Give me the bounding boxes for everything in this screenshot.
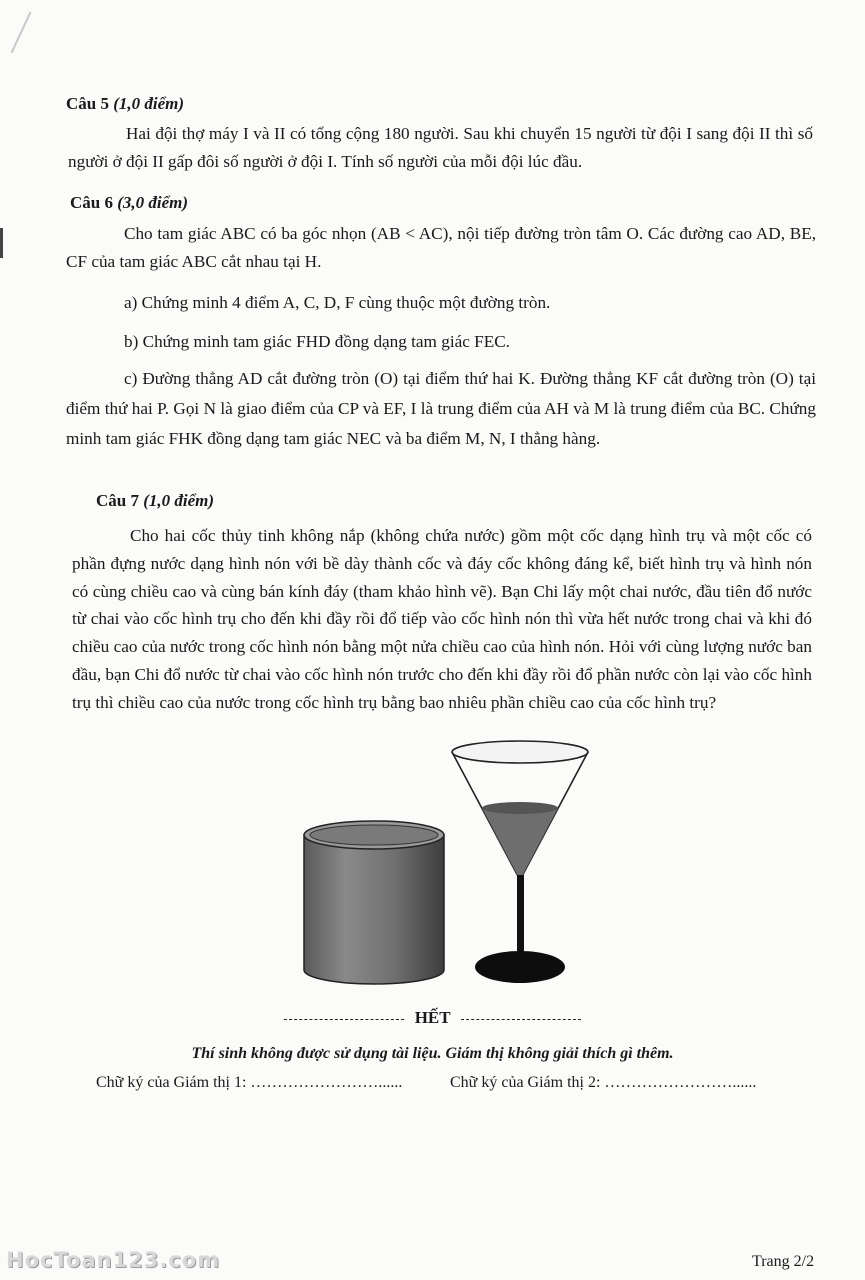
q7-points: (1,0 điểm) <box>143 491 215 510</box>
q7-label: Câu 7 <box>96 491 139 510</box>
q6-heading <box>70 193 188 213</box>
q5-text-block <box>68 120 813 176</box>
q5-label: Câu 5 <box>66 94 109 113</box>
end-marker <box>0 1008 865 1028</box>
glasses-figure <box>290 735 610 1000</box>
cylinder-glass <box>304 821 444 984</box>
q6-part-c-block <box>66 364 816 454</box>
q7-text: Cho hai cốc thủy tinh không nắp (không chứa nước) gồm một cốc dạng hình trụ và một cốc có phần đựng nước dạng hình nón với bề dày thành cốc và đáy cốc không đáng kể, biết hình trụ và hình nón có cùng chiều cao và cùng bán kính đáy (tham khảo hình vẽ). Bạn Chi lấy một chai nước, đầu tiên đổ nước từ chai vào cốc hình trụ cho đến khi đầy rồi đổ tiếp vào cốc hình nón thì vừa hết nước trong chai và khi đó chiều cao của nước trong cốc hình nón bằng một nửa chiều cao của hình nón. Hỏi với cùng lượng nước ban đầu, bạn Chi đổ nước từ chai vào cốc hình nón trước cho đến khi đầy rồi đổ phần nước còn lại vào cốc hình trụ thì chiều cao của nước trong cốc hình trụ bằng bao nhiêu phần chiều cao của cốc hình trụ? <box>72 526 812 712</box>
scan-corner-mark <box>11 12 32 54</box>
q6-part-c: c) Đường thẳng AD cắt đường tròn (O) tại điểm thứ hai K. Đường thẳng KF cắt đường tròn (O) tại điểm thứ hai P. Gọi N là giao điểm của CP và EF, I là trung điểm của AH và M là trung điểm của BC. Chứng minh tam giác FHK đồng dạng tam giác NEC và ba điểm M, N, I thẳng hàng. <box>66 369 816 448</box>
end-label: HẾT <box>414 1008 451 1027</box>
scan-edge-mark <box>0 228 3 258</box>
q6-part-b: b) Chứng minh tam giác FHD đồng dạng tam giác FEC. <box>124 332 510 351</box>
q5-points: (1,0 điểm) <box>113 94 185 113</box>
q6-points: (3,0 điểm) <box>117 193 189 212</box>
end-dash-left <box>284 1019 404 1020</box>
cone-glass <box>452 741 588 983</box>
signature-line-1: Chữ ký của Giám thị 1: ……………………...... <box>96 1074 403 1091</box>
q5-text: Hai đội thợ máy I và II có tổng cộng 180 người. Sau khi chuyển 15 người từ đội I sang đội II thì số người ở đội II gấp đôi số người ở đội I. Tính số người của mỗi đội lúc đầu. <box>68 124 813 171</box>
q7-heading <box>96 491 214 511</box>
cone-water <box>482 808 558 880</box>
q6-intro-block <box>66 220 816 276</box>
exam-note: Thí sinh không được sử dụng tài liệu. Giám thị không giải thích gì thêm. <box>191 1045 674 1062</box>
signature-line-2: Chữ ký của Giám thị 2: ……………………...... <box>450 1074 757 1091</box>
glass-base <box>475 951 565 983</box>
page-number: Trang 2/2 <box>752 1253 815 1270</box>
q5-heading <box>66 94 184 114</box>
end-dash-right <box>461 1019 581 1020</box>
glasses-illustration <box>290 735 610 1000</box>
q6-label: Câu 6 <box>70 193 113 212</box>
q7-text-block <box>72 522 812 717</box>
watermark-logo: HocToan123.com <box>6 1248 221 1272</box>
q6-intro: Cho tam giác ABC có ba góc nhọn (AB < AC), nội tiếp đường tròn tâm O. Các đường cao AD, BE, CF của tam giác ABC cắt nhau tại H. <box>66 224 816 271</box>
q6-part-a: a) Chứng minh 4 điểm A, C, D, F cùng thuộc một đường tròn. <box>124 293 551 312</box>
